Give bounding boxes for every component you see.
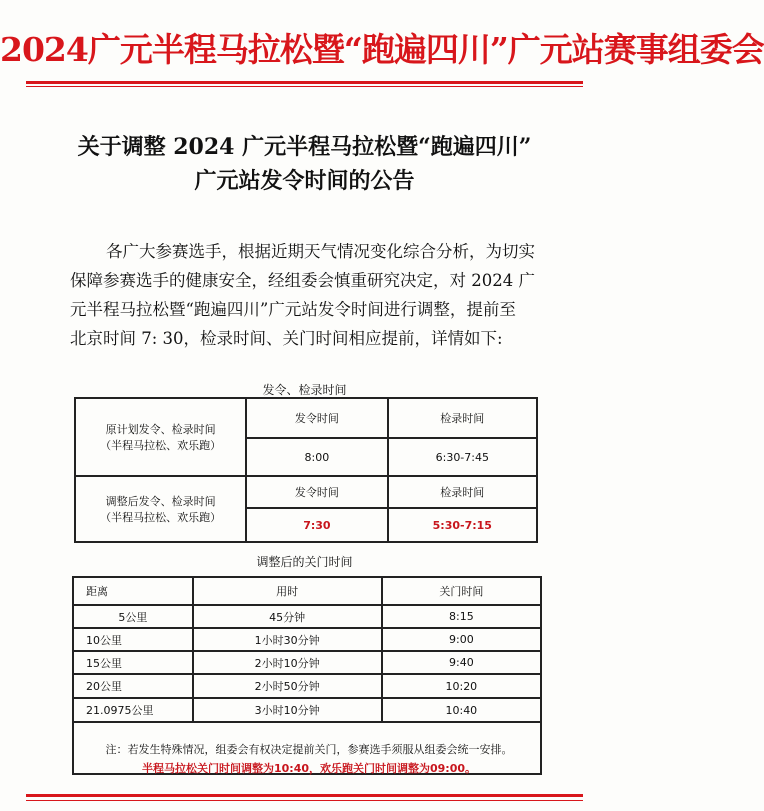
row-duration: 45分钟	[193, 605, 382, 628]
header-distance: 距离	[73, 577, 193, 605]
row-duration: 3小时10分钟	[193, 698, 382, 722]
header-cutoff: 关门时间	[382, 577, 541, 605]
adjusted-start-time: 7:30	[246, 508, 387, 542]
row-distance: 21.0975公里	[73, 698, 193, 722]
row-cutoff: 8:15	[382, 605, 541, 628]
table-row	[73, 698, 541, 722]
header-duration: 用时	[193, 577, 382, 605]
original-start-time: 8:00	[246, 438, 387, 476]
note-line1: 注：若发生特殊情况，组委会有权决定提前关门，参赛选手须服从组委会统一安排。	[105, 743, 513, 756]
note-line2: 半程马拉松关门时间调整为10:40，欢乐跑关门时间调整为09:00。	[141, 762, 477, 775]
row-distance: 20公里	[73, 674, 193, 698]
table-row	[73, 605, 541, 628]
row-duration: 1小时30分钟	[193, 628, 382, 651]
row-distance: 15公里	[73, 651, 193, 674]
notice-body-line: 北京时间 7: 30，检录时间、关门时间相应提前，详情如下:	[70, 329, 503, 348]
letterhead-divider	[26, 81, 583, 84]
table-row	[73, 628, 541, 651]
letterhead-org-name: 2024广元半程马拉松暨“跑遍四川”广元站赛事组委会	[0, 30, 764, 69]
notice-title-line2: 广元站发令时间的公告	[194, 168, 415, 194]
row-cutoff: 9:00	[382, 628, 541, 651]
adjusted-checkin-time: 5:30-7:15	[388, 508, 537, 542]
adjusted-label-line1: 调整后发令、检录时间	[105, 495, 216, 508]
notice-body-line: 各广大参赛选手，根据近期天气情况变化综合分析，为切实	[106, 242, 535, 261]
row-distance: 10公里	[73, 628, 193, 651]
row-duration: 2小时50分钟	[193, 674, 382, 698]
original-plan-label	[75, 398, 246, 476]
col-start-header-2: 发令时间	[246, 476, 387, 508]
col-start-header: 发令时间	[246, 398, 387, 438]
original-label-line2: （半程马拉松、欢乐跑）	[100, 439, 222, 452]
table-row	[73, 651, 541, 674]
table-row	[73, 674, 541, 698]
notice-body-line: 元半程马拉松暨“跑遍四川”广元站发令时间进行调整，提前至	[70, 300, 516, 319]
col-checkin-header-2: 检录时间	[388, 476, 537, 508]
footer-divider-thin	[26, 800, 583, 801]
row-distance: 5公里	[73, 605, 193, 628]
col-checkin-header: 检录时间	[388, 398, 537, 438]
notice-body-line: 保障参赛选手的健康安全，经组委会慎重研究决定，对 2024 广	[70, 271, 535, 290]
row-cutoff: 10:40	[382, 698, 541, 722]
cutoff-table-caption: 调整后的关门时间	[256, 555, 353, 569]
footer-divider	[26, 794, 583, 797]
start-table-caption: 发令、检录时间	[262, 383, 347, 397]
original-label-line1: 原计划发令、检录时间	[105, 423, 216, 436]
adjusted-plan-label	[75, 476, 246, 542]
adjusted-label-line2: （半程马拉松、欢乐跑）	[100, 511, 222, 524]
row-duration: 2小时10分钟	[193, 651, 382, 674]
row-cutoff: 10:20	[382, 674, 541, 698]
start-checkin-table	[74, 397, 538, 543]
notice-title-line1: 关于调整 2024 广元半程马拉松暨“跑遍四川”	[77, 134, 532, 160]
row-cutoff: 9:40	[382, 651, 541, 674]
original-checkin-time: 6:30-7:45	[388, 438, 537, 476]
letterhead-divider-thin	[26, 86, 583, 87]
